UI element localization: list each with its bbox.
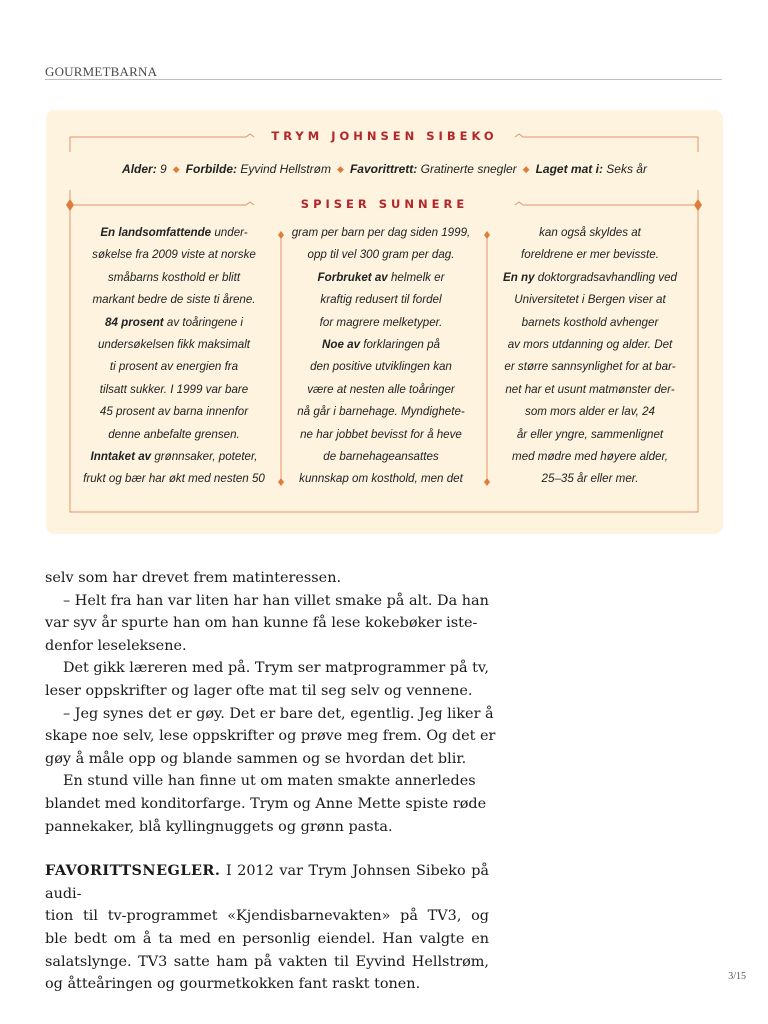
col3-line: med mødre med høyere alder, <box>512 450 668 464</box>
col3-line: Universitetet i Bergen viser at <box>514 293 666 307</box>
body-line: pannekaker, blå kyllingnuggets og grønn pasta. <box>45 818 393 835</box>
col2-line: være at nesten alle toåringer <box>307 382 455 396</box>
col1-line: småbarns kosthold er blitt <box>107 270 241 284</box>
col2-line: de barnehageansattes <box>323 450 439 464</box>
col1-line: ti prosent av energien fra <box>109 360 239 374</box>
body-line: denfor leseleksene. <box>45 637 187 654</box>
col1-line: 45 prosent av barna innenfor <box>99 405 249 419</box>
body-line: gøy å måle opp og blande sammen og se hvordan det blir. <box>45 750 467 767</box>
col3-line: net har et usunt matmønster der- <box>505 382 675 396</box>
col3-line: av mors utdanning og alder. Det <box>507 338 673 352</box>
body-line: selv som har drevet frem matinteressen. <box>45 570 342 586</box>
diamond-icon: ◆ <box>522 164 530 174</box>
col1-line: undersøkelsen fikk maksimalt <box>97 338 251 352</box>
col3-line: år eller yngre, sammenlignet <box>516 427 664 441</box>
favorite-value: Gratinerte snegler <box>420 162 517 176</box>
age-value: 9 <box>160 162 167 176</box>
col1-line: tilsatt sukker. I 1999 var bare <box>99 382 249 396</box>
diamond-icon: ◆ <box>172 164 180 174</box>
col2-line: kraftig redusert til fordel <box>320 293 442 307</box>
idol-value: Eyvind Hellstrøm <box>240 162 332 176</box>
magazine-header: GOURMETBARNA <box>45 64 158 79</box>
body-line: tion til tv-programmet «Kjendisbarnevakten» på TV3, og <box>45 908 489 925</box>
idol-label: Forbilde: <box>185 162 237 176</box>
col2-line: gram per barn per dag siden 1999, <box>291 226 471 239</box>
col2-line: den positive utviklingen kan <box>310 360 452 374</box>
col3-line: En ny doktorgradsavhandling ved <box>502 270 678 284</box>
col2-line: opp til vel 300 gram per dag. <box>307 248 455 262</box>
body-line: – Jeg synes det er gøy. Det er bare det, egentlig. Jeg liker å <box>63 705 494 722</box>
page-number: 3/15 <box>728 971 746 982</box>
col2-line: Forbruket av helmelk er <box>317 270 445 284</box>
col3-line: foreldrene er mer bevisste. <box>521 248 659 262</box>
article-body <box>45 567 496 996</box>
col1-line: frukt og bær har økt med nesten 50 <box>83 472 265 486</box>
cooking-value: Seks år <box>606 162 647 176</box>
body-line: En stund ville han finne ut om maten smakte annerledes <box>63 773 476 790</box>
cooking-label: Laget mat i: <box>535 162 603 176</box>
body-line: leser oppskrifter og lager ofte mat til seg selv og vennene. <box>45 682 473 699</box>
col3-line: er større sannsynlighet for at bar- <box>504 360 676 374</box>
factbox-subtitle: SPISER SUNNERE <box>46 197 723 211</box>
body-line: ble bedt om å ta med en personlig eiendel. Han valgte en <box>45 930 489 947</box>
col3-line: 25–35 år eller mer. <box>541 472 639 486</box>
body-line: Det gikk læreren med på. Trym ser matprogrammer på tv, <box>63 660 489 677</box>
factbox-column-3 <box>495 222 685 491</box>
age-label: Alder: <box>122 162 157 176</box>
col3-line: barnets kosthold avhenger <box>521 315 659 329</box>
body-line: salatslynge. TV3 satte ham på vakten til Eyvind Hellstrøm, <box>45 953 489 970</box>
col1-line: Inntaket av grønnsaker, poteter, <box>90 450 258 464</box>
body-line: FAVORITTSNEGLER. I 2012 var Trym Johnsen Sibeko på audi- <box>45 862 489 902</box>
col1-line: søkelse fra 2009 viste at norske <box>92 248 256 262</box>
col3-line: kan også skyldes at <box>539 226 641 239</box>
facts-line <box>46 162 723 176</box>
body-line: – Helt fra han var liten har han villet smake på alt. Da han <box>63 592 489 609</box>
col2-line: ne har jobbet bevisst for å heve <box>300 427 462 441</box>
factbox <box>46 110 723 534</box>
col1-line: markant bedre de siste ti årene. <box>92 293 256 307</box>
factbox-column-1 <box>79 222 269 491</box>
col1-line: En landsomfattende under- <box>100 226 248 239</box>
body-line: var syv år spurte han om han kunne få lese kokebøker iste- <box>45 615 478 632</box>
col1-line: denne anbefalte grensen. <box>108 427 240 441</box>
col3-line: som mors alder er lav, 24 <box>525 405 655 419</box>
favorite-label: Favorittrett: <box>349 162 418 176</box>
section-lead: FAVORITTSNEGLER. <box>45 862 221 880</box>
diamond-icon: ◆ <box>337 164 344 174</box>
factbox-column-2 <box>286 222 476 491</box>
col2-line: kunnskap om kosthold, men det <box>299 472 463 486</box>
factbox-title: TRYM JOHNSEN SIBEKO <box>46 129 723 143</box>
col2-line: Noe av forklaringen på <box>322 338 440 352</box>
body-line: blandet med konditorfarge. Trym og Anne Mette spiste røde <box>45 795 487 812</box>
body-line: skape noe selv, lese oppskrifter og prøve meg frem. Og det er <box>45 728 496 745</box>
col1-line: 84 prosent av toåringene i <box>105 315 243 329</box>
col2-line: for magrere melketyper. <box>319 315 443 329</box>
body-line: og åtteåringen og gourmetkokken fant raskt tonen. <box>45 976 421 993</box>
col2-line: nå går i barnehage. Myndighete- <box>297 405 465 419</box>
header-divider <box>45 79 722 80</box>
